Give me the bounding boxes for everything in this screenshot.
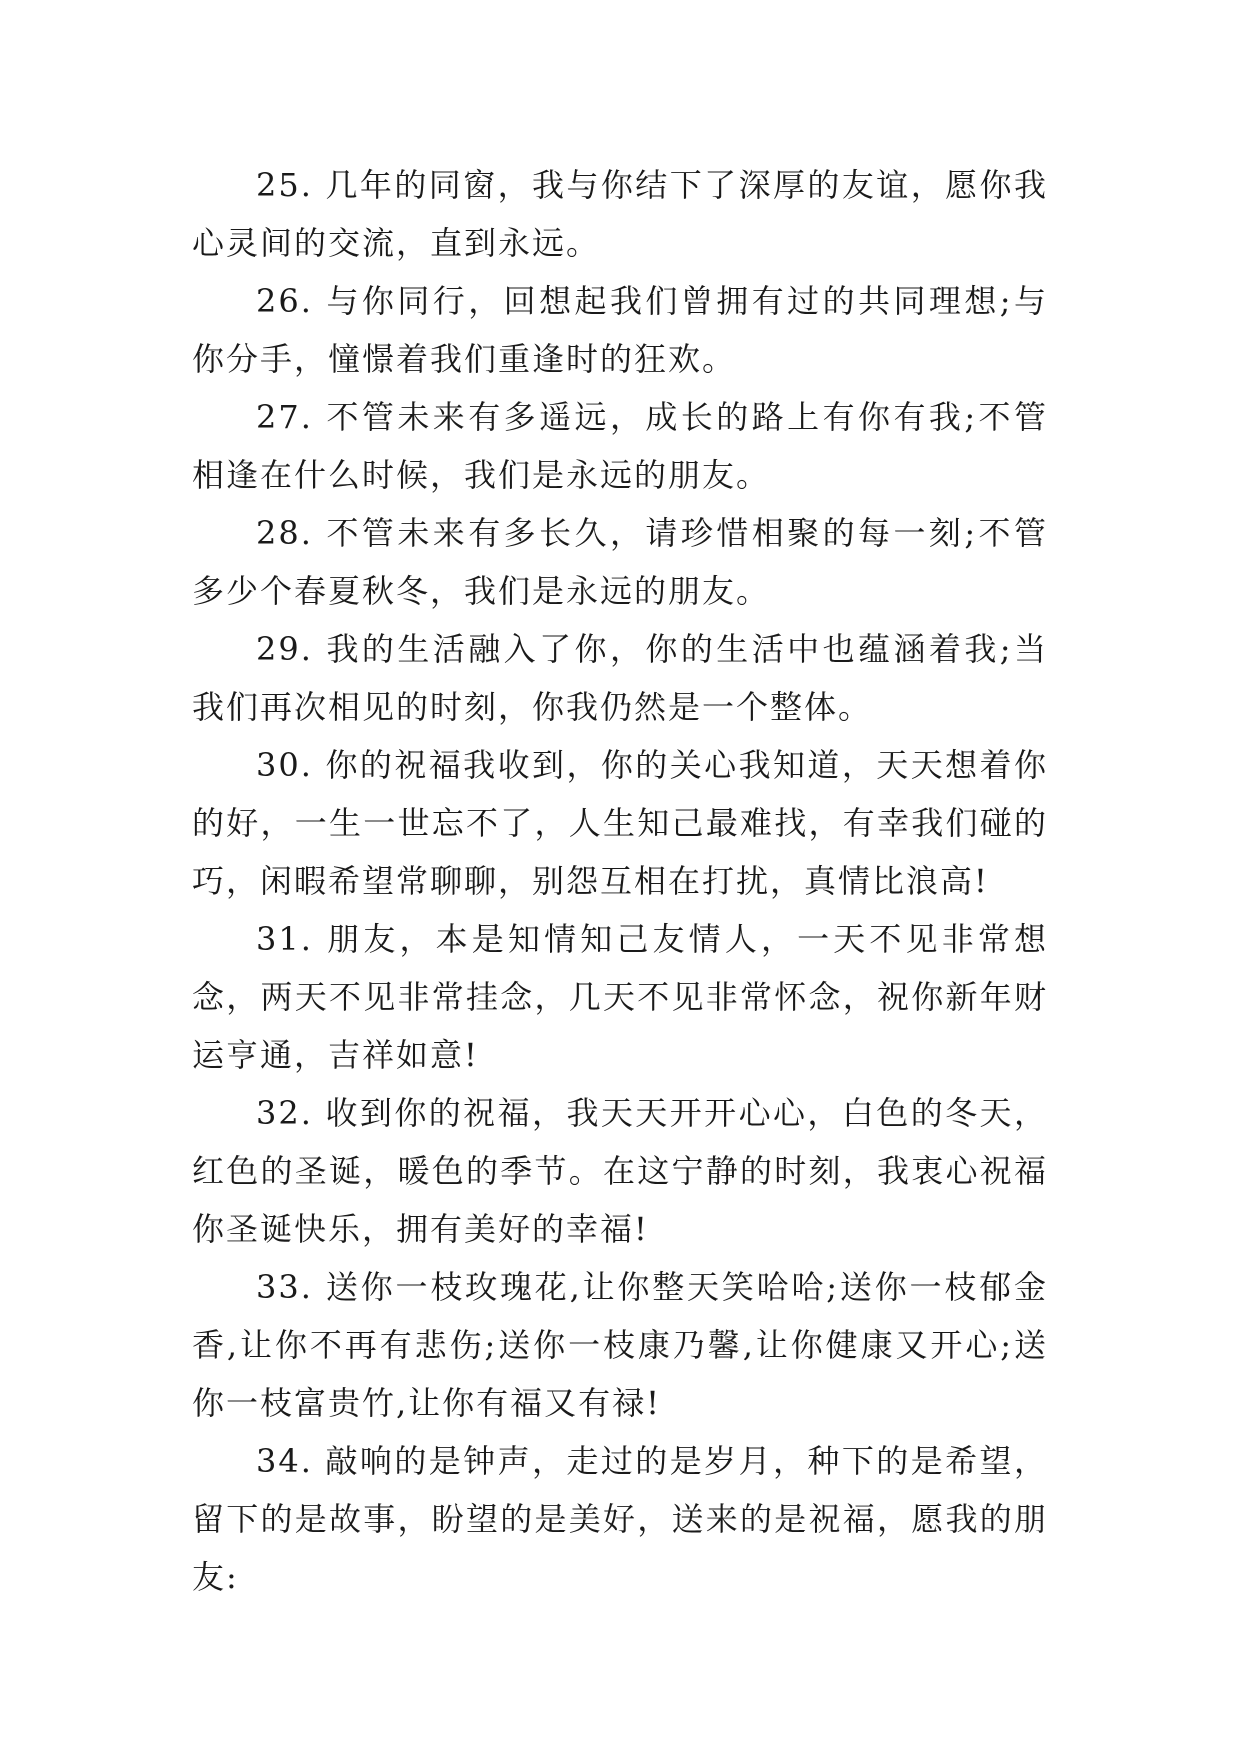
paragraph-32: 32. 收到你的祝福，我天天开开心心，白色的冬天，红色的圣诞，暖色的季节。在这宁静的时刻，我衷心祝福你圣诞快乐，拥有美好的幸福! xyxy=(192,1094,1048,1248)
paragraph-31: 31. 朋友，本是知情知己友情人，一天不见非常想念，两天不见非常挂念，几天不见非常怀念，祝你新年财运亨通，吉祥如意! xyxy=(192,920,1048,1074)
paragraph-34: 34. 敲响的是钟声，走过的是岁月，种下的是希望，留下的是故事，盼望的是美好，送来的是祝福，愿我的朋友: xyxy=(192,1442,1048,1596)
paragraph-28: 28. 不管未来有多长久，请珍惜相聚的每一刻;不管多少个春夏秋冬，我们是永远的朋友。 xyxy=(192,514,1048,610)
paragraph-29: 29. 我的生活融入了你，你的生活中也蕴涵着我;当我们再次相见的时刻，你我仍然是一个整体。 xyxy=(192,630,1048,726)
paragraph-27: 27. 不管未来有多遥远，成长的路上有你有我;不管相逢在什么时候，我们是永远的朋友。 xyxy=(192,398,1048,494)
paragraph-30: 30. 你的祝福我收到，你的关心我知道，天天想着你的好，一生一世忘不了，人生知己最难找，有幸我们碰的巧，闲暇希望常聊聊，别怨互相在打扰，真情比浪高! xyxy=(192,746,1048,900)
paragraph-25: 25. 几年的同窗，我与你结下了深厚的友谊，愿你我心灵间的交流，直到永远。 xyxy=(192,166,1048,262)
paragraph-33: 33. 送你一枝玫瑰花,让你整天笑哈哈;送你一枝郁金香,让你不再有悲伤;送你一枝康乃馨,让你健康又开心;送你一枝富贵竹,让你有福又有禄! xyxy=(192,1268,1048,1422)
document-body xyxy=(192,156,1048,1606)
paragraph-26: 26. 与你同行，回想起我们曾拥有过的共同理想;与你分手，憧憬着我们重逢时的狂欢。 xyxy=(192,282,1048,378)
